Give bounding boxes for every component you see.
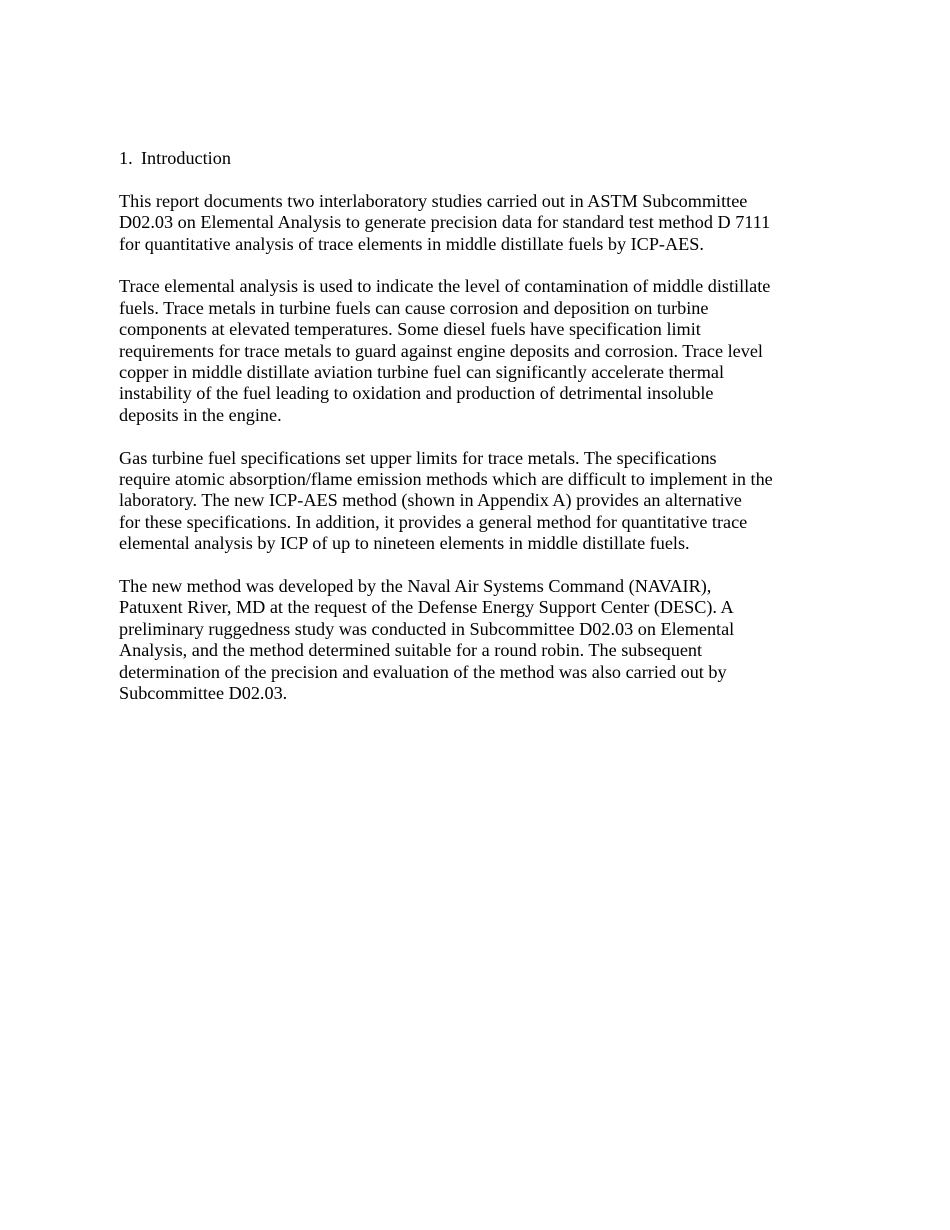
text-line: Patuxent River, MD at the request of the Defense Energy Support Center (DESC). A: [119, 597, 734, 618]
paragraph-2: [119, 276, 819, 426]
text-line: require atomic absorption/flame emission methods which are difficult to implement in the: [119, 469, 773, 490]
document-body: [119, 148, 819, 726]
text-line: fuels. Trace metals in turbine fuels can cause corrosion and deposition on turbine: [119, 297, 709, 318]
text-line: instability of the fuel leading to oxidation and production of detrimental insoluble: [119, 383, 714, 404]
text-line: Subcommittee D02.03.: [119, 683, 288, 704]
text-line: The new method was developed by the Naval Air Systems Command (NAVAIR),: [119, 576, 712, 597]
text-line: components at elevated temperatures. Some diesel fuels have specification limit: [119, 319, 701, 340]
section-number: 1.: [119, 148, 133, 168]
text-line: determination of the precision and evaluation of the method was also carried out by: [119, 661, 727, 682]
text-line: requirements for trace metals to guard against engine deposits and corrosion. Trace level: [119, 340, 763, 361]
paragraph-1: [119, 191, 819, 255]
section-title: Introduction: [141, 148, 231, 168]
text-line: laboratory. The new ICP-AES method (shown in Appendix A) provides an alternative: [119, 490, 742, 511]
text-line: D02.03 on Elemental Analysis to generate precision data for standard test method D 7111: [119, 212, 771, 233]
text-line: preliminary ruggedness study was conducted in Subcommittee D02.03 on Elemental: [119, 618, 735, 639]
paragraph-4: [119, 576, 819, 704]
text-line: Trace elemental analysis is used to indicate the level of contamination of middle distillate: [119, 276, 771, 297]
text-line: for these specifications. In addition, it provides a general method for quantitative trace: [119, 511, 748, 532]
paragraph-3: [119, 448, 819, 555]
text-line: Analysis, and the method determined suitable for a round robin. The subsequent: [119, 640, 703, 661]
text-line: deposits in the engine.: [119, 404, 282, 425]
text-line: Gas turbine fuel specifications set upper limits for trace metals. The specifications: [119, 447, 717, 468]
text-line: copper in middle distillate aviation turbine fuel can significantly accelerate thermal: [119, 362, 725, 383]
text-line: elemental analysis by ICP of up to nineteen elements in middle distillate fuels.: [119, 533, 690, 554]
text-line: This report documents two interlaboratory studies carried out in ASTM Subcommittee: [119, 190, 748, 211]
text-line: for quantitative analysis of trace elements in middle distillate fuels by ICP-AES.: [119, 233, 704, 254]
section-heading: [119, 148, 819, 169]
